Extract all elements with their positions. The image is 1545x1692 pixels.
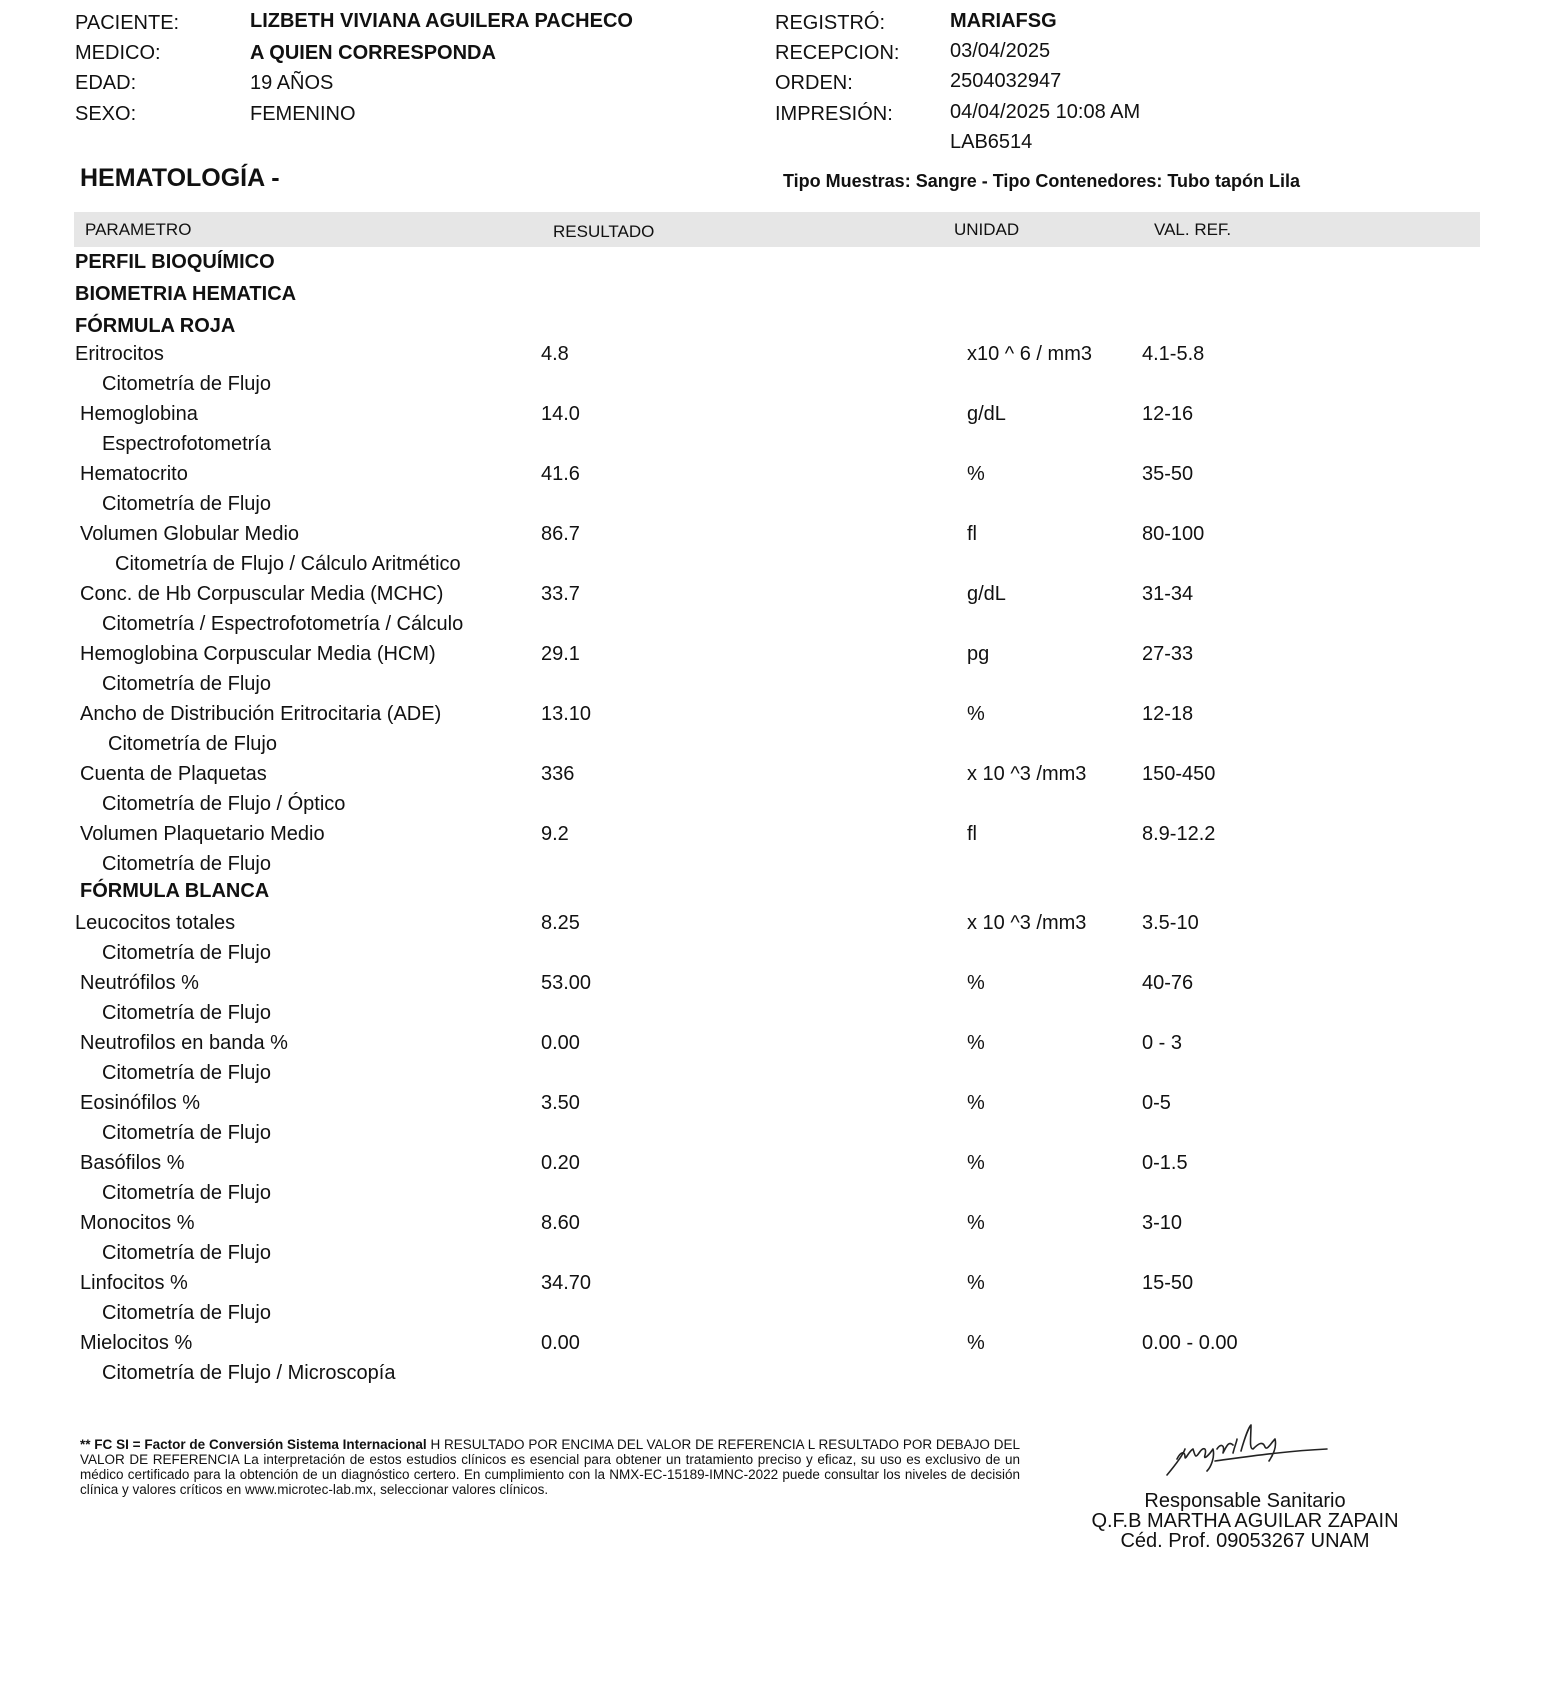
row-method: Citometría de Flujo / Óptico (102, 793, 346, 815)
row-result: 41.6 (541, 463, 580, 485)
row-result: 0.00 (541, 1032, 580, 1054)
table-header (74, 212, 1480, 247)
row-ref: 12-16 (1142, 403, 1194, 425)
paciente-label: PACIENTE: (75, 12, 180, 34)
sexo-label: SEXO: (75, 103, 137, 125)
footnote (80, 1437, 1020, 1497)
paciente-value: LIZBETH VIVIANA AGUILERA PACHECO (250, 10, 633, 32)
row-ref: 0.00 - 0.00 (1142, 1332, 1238, 1354)
column-header-result: RESULTADO (553, 222, 655, 241)
row-method: Citometría de Flujo (102, 493, 271, 515)
signature-cedula: Céd. Prof. 09053267 UNAM (1120, 1530, 1370, 1552)
row-method: Citometría de Flujo (102, 942, 271, 964)
row-result: 33.7 (541, 583, 580, 605)
row-method: Citometría de Flujo (102, 1002, 271, 1024)
row-ref: 3-10 (1142, 1212, 1183, 1234)
column-header-param: PARAMETRO (85, 220, 192, 239)
impresion-value: 04/04/2025 10:08 AM (950, 101, 1141, 123)
column-header-ref: VAL. REF. (1154, 220, 1232, 239)
table-row (0, 583, 1545, 643)
row-param: Mielocitos % (80, 1332, 193, 1354)
row-unit: pg (967, 643, 990, 665)
row-unit: % (967, 1332, 985, 1354)
row-unit: % (967, 463, 985, 485)
row-method: Citometría de Flujo (102, 673, 271, 695)
table-row (0, 972, 1545, 1032)
group-formula-roja: FÓRMULA ROJA (75, 315, 236, 337)
row-method: Citometría de Flujo (102, 373, 271, 395)
row-param: Cuenta de Plaquetas (80, 763, 267, 785)
row-ref: 4.1-5.8 (1142, 343, 1205, 365)
row-param: Monocitos % (80, 1212, 195, 1234)
row-param: Neutrófilos % (80, 972, 199, 994)
row-param: Ancho de Distribución Eritrocitaria (ADE) (80, 703, 442, 725)
row-ref: 8.9-12.2 (1142, 823, 1216, 845)
medico-value: A QUIEN CORRESPONDA (250, 42, 496, 64)
signature-name: Q.F.B MARTHA AGUILAR ZAPAIN (1091, 1510, 1399, 1532)
signature-role: Responsable Sanitario (1144, 1490, 1346, 1512)
row-result: 336 (541, 763, 575, 785)
row-param: Eosinófilos % (80, 1092, 201, 1114)
sexo-value: FEMENINO (250, 103, 356, 125)
row-unit: fl (967, 523, 977, 545)
row-ref: 3.5-10 (1142, 912, 1199, 934)
row-unit: % (967, 1032, 985, 1054)
row-result: 0.00 (541, 1332, 580, 1354)
row-ref: 0-5 (1142, 1092, 1171, 1114)
table-row (0, 523, 1545, 583)
table-row (0, 1032, 1545, 1092)
sample-info: Tipo Muestras: Sangre - Tipo Contenedores: Tubo tapón Lila (783, 171, 1301, 191)
row-ref: 150-450 (1142, 763, 1216, 785)
row-ref: 15-50 (1142, 1272, 1194, 1294)
row-result: 86.7 (541, 523, 580, 545)
table-row (0, 1332, 1545, 1392)
recepcion-label: RECEPCION: (775, 42, 900, 64)
row-unit: g/dL (967, 403, 1006, 425)
table-row (0, 1272, 1545, 1332)
row-param: Eritrocitos (75, 343, 164, 365)
row-ref: 0-1.5 (1142, 1152, 1188, 1174)
row-ref: 40-76 (1142, 972, 1194, 994)
table-row (0, 643, 1545, 703)
row-result: 29.1 (541, 643, 580, 665)
row-ref: 27-33 (1142, 643, 1194, 665)
signature-icon (1155, 1415, 1335, 1487)
table-row (0, 703, 1545, 763)
medico-label: MEDICO: (75, 42, 161, 64)
row-method: Citometría de Flujo (102, 1062, 271, 1084)
row-result: 4.8 (541, 343, 569, 365)
table-row (0, 912, 1545, 972)
row-result: 3.50 (541, 1092, 580, 1114)
row-param: Hematocrito (80, 463, 188, 485)
table-row (0, 823, 1545, 883)
row-unit: % (967, 1152, 985, 1174)
row-result: 0.20 (541, 1152, 580, 1174)
row-unit: % (967, 1092, 985, 1114)
row-ref: 80-100 (1142, 523, 1205, 545)
row-param: Volumen Plaquetario Medio (80, 823, 325, 845)
row-param: Hemoglobina Corpuscular Media (HCM) (80, 643, 436, 665)
section-title: HEMATOLOGÍA - (80, 164, 280, 192)
row-param: Basófilos % (80, 1152, 185, 1174)
table-row (0, 1092, 1545, 1152)
row-method: Espectrofotometría (102, 433, 271, 455)
lab-code: LAB6514 (950, 131, 1033, 153)
footnote-text: H RESULTADO POR ENCIMA DEL VALOR DE REFERENCIA L RESULTADO POR DEBAJO DEL VALOR DE REFERENCIA La interpretación de estos estudios clínicos es esencial para obtener un tratamiento preciso y eficaz, su uso es exclusivo de un médico certificado para la obtención de un diagnóstico certero. En cumplimiento con la NMX-EC-15189-IMNC-2022 puede consultar los niveles de decisión clínica y valores críticos en www.microtec-lab.mx, seleccionar valores clínicos. (80, 1437, 1020, 1497)
table-row (0, 343, 1545, 403)
row-method: Citometría de Flujo (102, 853, 271, 875)
table-row (0, 1152, 1545, 1212)
row-ref: 0 - 3 (1142, 1032, 1183, 1054)
row-method: Citometría / Espectrofotometría / Cálculo (102, 613, 464, 635)
row-param: Leucocitos totales (75, 912, 236, 934)
row-param: Volumen Globular Medio (80, 523, 300, 545)
orden-label: ORDEN: (775, 72, 853, 94)
row-param: Linfocitos % (80, 1272, 188, 1294)
table-row (0, 763, 1545, 823)
row-method: Citometría de Flujo / Cálculo Aritmético (115, 553, 461, 575)
row-ref: 35-50 (1142, 463, 1194, 485)
registro-label: REGISTRÓ: (775, 12, 886, 34)
row-param: Neutrofilos en banda % (80, 1032, 288, 1054)
row-unit: fl (967, 823, 977, 845)
row-unit: x10 ^ 6 / mm3 (967, 343, 1092, 365)
group-perfil: PERFIL BIOQUÍMICO (75, 251, 275, 273)
row-result: 8.60 (541, 1212, 580, 1234)
row-result: 34.70 (541, 1272, 592, 1294)
row-param: Conc. de Hb Corpuscular Media (MCHC) (80, 583, 444, 605)
row-unit: x 10 ^3 /mm3 (967, 763, 1087, 785)
row-ref: 31-34 (1142, 583, 1194, 605)
row-method: Citometría de Flujo (102, 1122, 271, 1144)
row-result: 13.10 (541, 703, 592, 725)
column-header-unit: UNIDAD (954, 220, 1020, 239)
group-biometria: BIOMETRIA HEMATICA (75, 283, 297, 305)
row-method: Citometría de Flujo (102, 1182, 271, 1204)
table-row (0, 403, 1545, 463)
row-unit: x 10 ^3 /mm3 (967, 912, 1087, 934)
group-formula-blanca: FÓRMULA BLANCA (80, 880, 270, 902)
table-row (0, 463, 1545, 523)
edad-value: 19 AÑOS (250, 72, 334, 94)
row-method: Citometría de Flujo / Microscopía (102, 1362, 396, 1384)
row-result: 8.25 (541, 912, 580, 934)
row-unit: % (967, 1272, 985, 1294)
footnote-bold: ** FC SI = Factor de Conversión Sistema Internacional (80, 1437, 427, 1452)
row-unit: % (967, 972, 985, 994)
row-unit: % (967, 1212, 985, 1234)
row-method: Citometría de Flujo (102, 1302, 271, 1324)
impresion-label: IMPRESIÓN: (775, 103, 893, 125)
row-param: Hemoglobina (80, 403, 198, 425)
row-method: Citometría de Flujo (102, 1242, 271, 1264)
orden-value: 2504032947 (950, 70, 1062, 92)
row-unit: % (967, 703, 985, 725)
recepcion-value: 03/04/2025 (950, 40, 1051, 62)
table-row (0, 1212, 1545, 1272)
row-result: 53.00 (541, 972, 592, 994)
row-method: Citometría de Flujo (108, 733, 277, 755)
edad-label: EDAD: (75, 72, 137, 94)
row-result: 9.2 (541, 823, 569, 845)
row-result: 14.0 (541, 403, 580, 425)
row-unit: g/dL (967, 583, 1006, 605)
registro-value: MARIAFSG (950, 10, 1057, 32)
row-ref: 12-18 (1142, 703, 1194, 725)
